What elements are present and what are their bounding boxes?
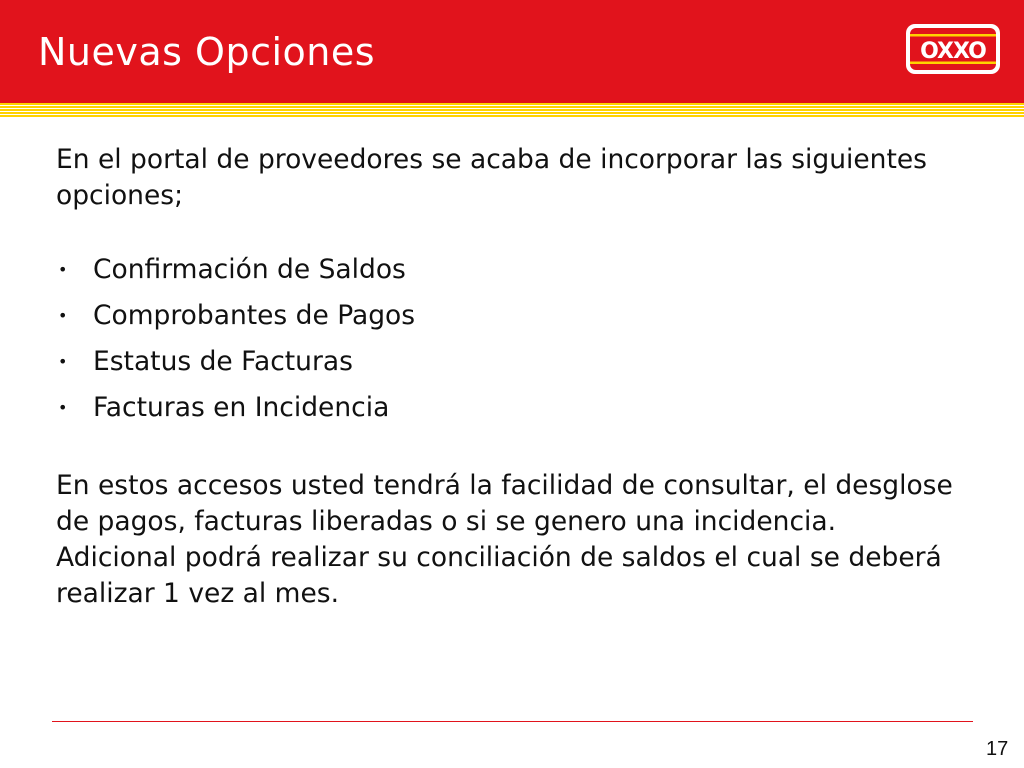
options-list <box>56 252 956 436</box>
list-item <box>56 252 956 298</box>
bullet-dot-icon: • <box>58 260 68 279</box>
oxxo-logo <box>905 23 1001 75</box>
list-item <box>56 344 956 390</box>
slide-content <box>56 142 956 612</box>
option-label: Confirmación de Saldos <box>93 254 406 285</box>
header-stripes <box>0 103 1024 117</box>
list-item <box>56 298 956 344</box>
body-paragraph: En estos accesos usted tendrá la facilidad de consultar, el desglose de pagos, facturas liberadas o si se genero una incidencia. Adicional podrá realizar su conciliación de saldos el cual se deberá realizar 1 vez al mes. <box>56 470 953 609</box>
bullet-dot-icon: • <box>58 352 68 371</box>
option-label: Estatus de Facturas <box>93 346 353 377</box>
bullet-dot-icon: • <box>58 306 68 325</box>
footer-divider <box>52 721 973 722</box>
page-title: Nuevas Opciones <box>38 30 376 74</box>
header-bar <box>0 0 1024 103</box>
option-label: Comprobantes de Pagos <box>93 300 416 331</box>
page-number: 17 <box>986 738 1009 760</box>
list-item <box>56 390 956 436</box>
intro-paragraph: En el portal de proveedores se acaba de incorporar las siguientes opciones; <box>56 144 927 211</box>
bullet-dot-icon: • <box>58 398 68 417</box>
logo-text: OXXO <box>920 39 986 64</box>
option-label: Facturas en Incidencia <box>93 392 390 423</box>
